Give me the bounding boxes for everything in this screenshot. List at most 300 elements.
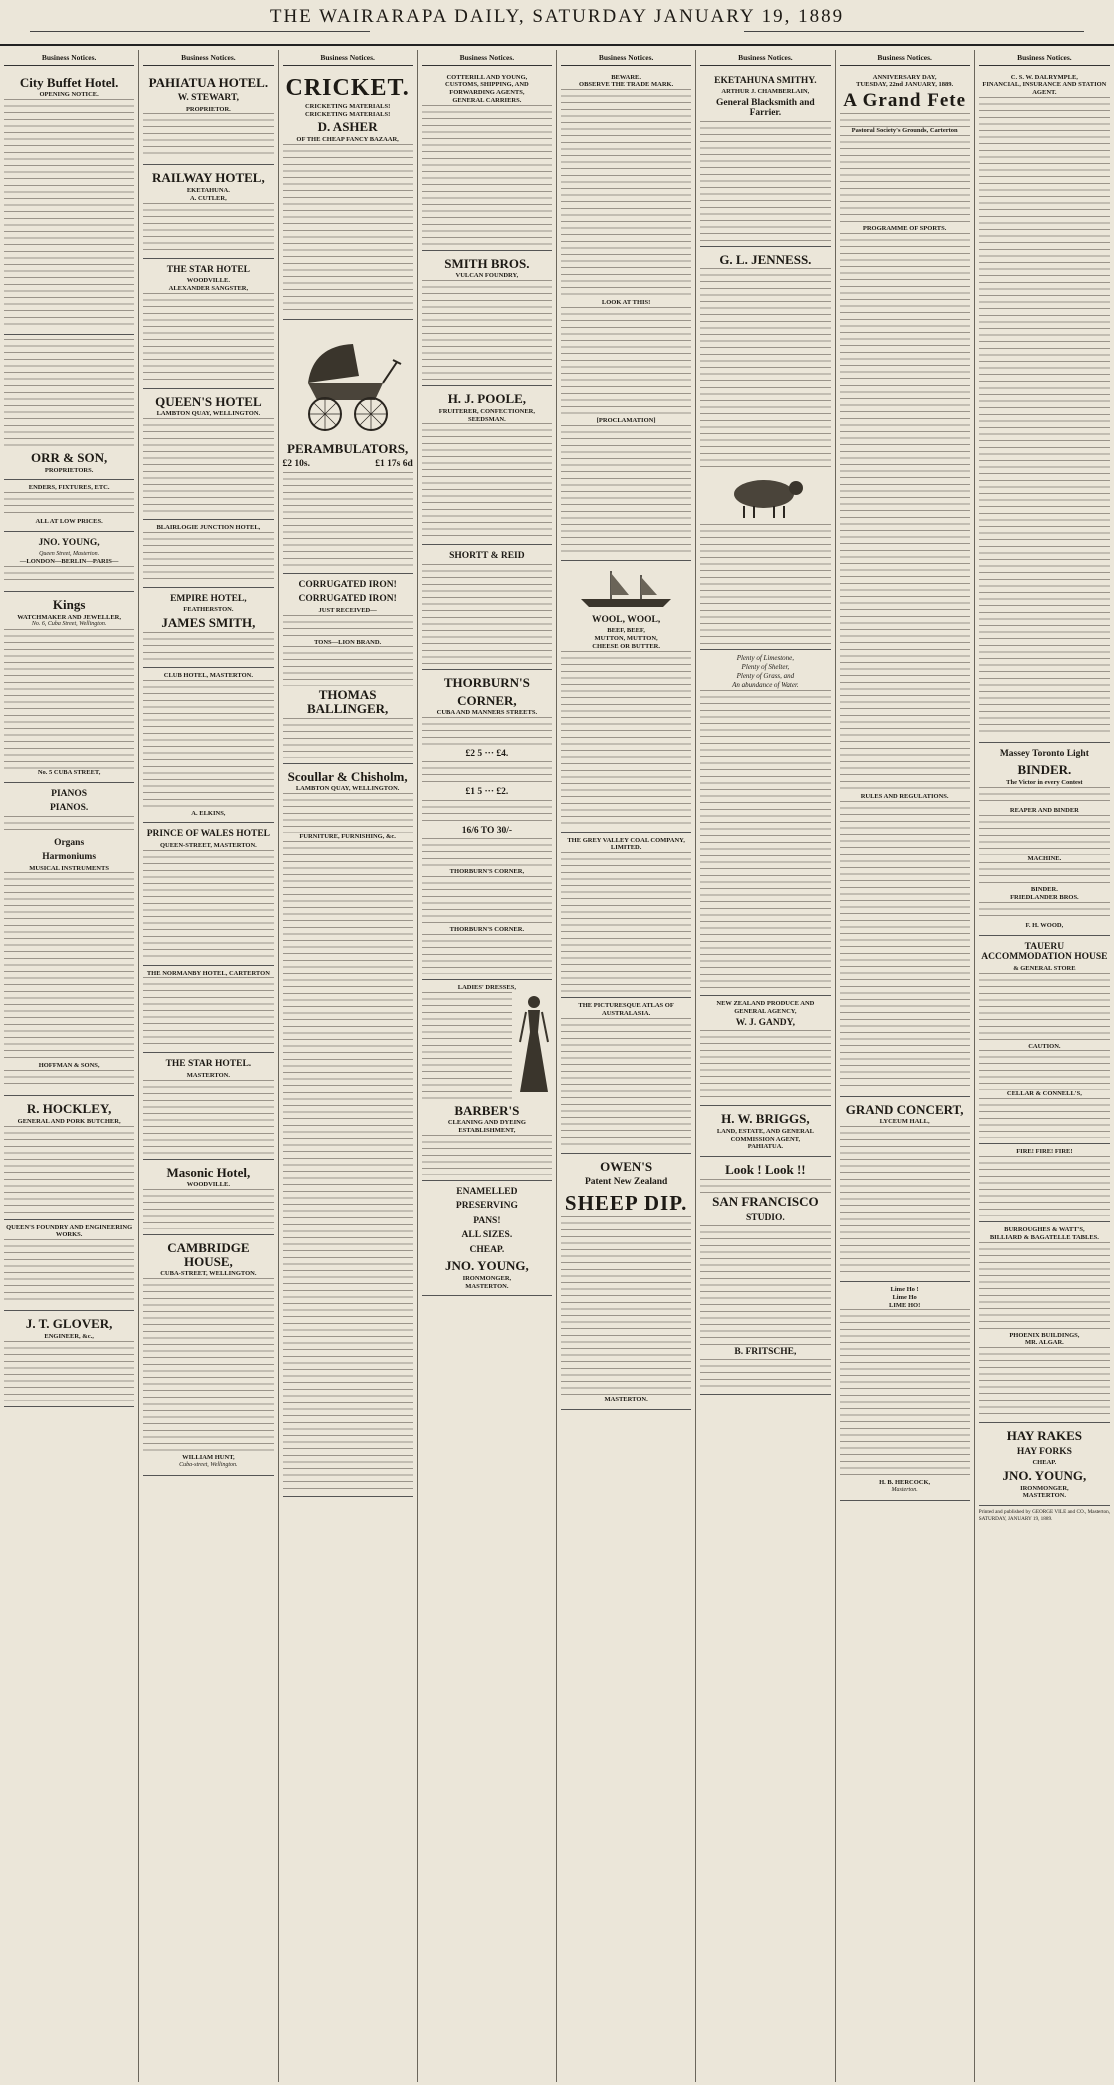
ad-place: WOODVILLE. [186,277,230,285]
column-5 [557,50,696,2082]
ad-subtitle: MUTTON, MUTTON, [594,635,658,643]
body-text-block [4,1341,134,1401]
price-line: £2 5 ··· £4. [465,748,509,759]
body-text-block [422,876,552,926]
ad-title: FIRE! FIRE! FIRE! [1016,1148,1073,1156]
ad-title: THORBURN'S [443,674,530,690]
ad-subtitle: CAUTION. [1028,1042,1061,1050]
ad-subtitle: PROPRIETORS. [44,466,94,474]
ad-headline: SHEEP DIP. [564,1190,688,1215]
ad-title: BINDER. [1017,762,1072,778]
ad-kings [4,592,134,783]
ad-title: THE STAR HOTEL. [165,1059,252,1070]
column-header: Business Notices. [561,50,691,66]
ad-subtitle: ENGINEER, &c., [44,1332,94,1340]
ad-title: THE STAR HOTEL [166,264,250,275]
body-text-block [700,690,830,990]
ad-title: BURROUGHES & WATT'S, [1004,1225,1085,1233]
ad-address: No. 6, Cuba Street, Wellington. [31,621,107,628]
ad-star-hotel-masterton [143,1053,273,1159]
ad-subtitle: Patent New Zealand [584,1177,668,1188]
masthead-title: THE WAIRARAPA DAILY, SATURDAY JANUARY 19, 1889 [269,6,845,27]
body-text-block [840,801,970,1091]
ad-eketahuna-smithy [700,70,830,247]
column-header: Business Notices. [283,50,413,66]
body-text-block [840,113,970,127]
ad-subtitle: IRONMONGER, [1020,1484,1069,1492]
ad-jenness [700,247,830,651]
ad-subtitle: ALL AT LOW PRICES. [35,518,103,526]
ad-title: R. HOCKLEY, [26,1101,112,1117]
body-text-block [143,532,273,582]
ad-subtitle: PHOENIX BUILDINGS, [1009,1331,1080,1339]
body-text-block [283,472,413,568]
body-text-block [283,793,413,833]
ad-address: Cuba-street, Wellington. [179,1462,238,1469]
ad-proprietor: W. STEWART, [177,93,239,104]
ad-proprietor: JNO. YOUNG, [445,1258,529,1274]
ad-headline: A Grand Fete [843,90,967,112]
price-1: £2 10s. [282,459,310,470]
body-text-block [4,492,134,518]
ad-title: CAMBRIDGE HOUSE, [167,1240,250,1269]
body-text-block [143,850,273,960]
ad-subtitle: PROGRAMME OF SPORTS. [862,224,947,232]
ad-corrugated-iron [283,574,413,764]
ad-title: SMITH BROS. [444,255,530,271]
ad-title: ENAMELLED [456,1186,518,1197]
ad-place: LAMBTON QUAY, WELLINGTON. [156,410,261,418]
column-header: Business Notices. [700,50,830,66]
ad-subtitle: F. H. WOOD, [1025,922,1064,930]
body-text-block [979,787,1110,807]
ad-line: Plenty of Grass, and [736,672,795,681]
ad-lime [840,1282,970,1501]
ad-subtitle: FURNITURE, FURNISHING, &c. [299,833,396,841]
ad-title: CORRUGATED IRON! [298,594,397,605]
price-row [283,457,413,471]
ad-subtitle: GENERAL CARRIERS. [452,96,522,104]
sheep-illustration [720,472,810,520]
body-text-block [979,1242,1110,1332]
ad-cotterill [422,70,552,251]
ad-grand-concert [840,1097,970,1282]
ad-tenders [4,480,134,532]
ad-place: LAMBTON QUAY, WELLINGTON. [295,785,400,793]
ad-subtitle: MUSICAL INSTRUMENTS [29,864,109,872]
ad-title: JNO. YOUNG, [38,538,100,549]
body-text-block [979,902,1110,922]
ad-scoullar [283,764,413,1497]
masthead [0,0,1114,46]
ad-subtitle: RULES AND REGULATIONS. [860,792,949,800]
body-text-block [143,293,273,383]
ad-subtitle: FRIEDLANDER BROS. [1010,894,1079,902]
body-text-block [561,1216,691,1396]
body-text-block [143,1278,273,1454]
ad-title: RAILWAY HOTEL, [152,170,265,186]
ad-subtitle: IRONMONGER, [462,1274,512,1282]
ad-subtitle: OPENING NOTICE. [39,91,99,99]
column-4 [418,50,557,2082]
ad-title: BLAIRLOGIE JUNCTION HOTEL, [156,524,261,532]
ad-title: CORRUGATED IRON! [298,579,397,590]
body-text-block [979,1347,1110,1417]
ad-title: THE PICTURESQUE ATLAS OF AUSTRALASIA. [578,1002,674,1017]
ad-title: Look ! Look !! [725,1162,806,1178]
ad-proprietor: A. CUTLER, [190,194,227,202]
ad-perambulators [283,320,413,574]
body-text-block [283,144,413,314]
column-3 [279,50,418,2082]
ad-smith-bros [422,251,552,386]
ad-title: PIANOS. [49,803,89,814]
ad-proprietor: A. ELKINS, [191,809,226,817]
body-text-block [422,934,552,974]
ad-title: NEW ZEALAND PRODUCE AND GENERAL AGENCY, [716,1000,815,1015]
body-text-block [840,233,970,793]
ad-normanby [143,966,273,1054]
ad-subtitle: VULCAN FOUNDRY, [455,272,519,280]
body-text-block [4,566,134,586]
ad-subtitle: REAPER AND BINDER [1009,806,1079,814]
ad-title: ALL SIZES. [461,1230,513,1241]
ad-subtitle: GENERAL AND PORK BUTCHER, [17,1117,121,1125]
ad-subtitle: General Blacksmith and Farrier. [716,97,815,119]
ad-subtitle: Pastoral Society's Grounds, Carterton [851,127,958,135]
ad-young-col1 [4,532,134,592]
ad-fire [979,1144,1110,1222]
ad-line: An abundance of Water. [732,681,799,690]
ad-title: LADIES' DRESSES, [457,983,516,991]
masthead-rule-left [30,31,370,32]
ad-subtitle: WATCHMAKER AND JEWELLER, [17,613,121,621]
ad-subtitle: FINANCIAL, INSURANCE AND STATION AGENT. [982,81,1107,97]
ad-title: Organs [54,837,85,848]
ad-cambridge-house [143,1235,273,1476]
column-header: Business Notices. [422,50,552,66]
body-text-block [4,1239,134,1305]
price-line: 16/6 TO 30/- [461,825,513,836]
ad-subtitle: LOOK AT THIS! [601,299,651,307]
ad-title: QUEEN'S HOTEL [155,393,262,409]
body-text-block [143,977,273,1047]
body-text-block [4,1070,134,1090]
ad-title: OWEN'S [600,1158,653,1174]
ad-proprietor: D. ASHER [317,119,378,135]
ad-subtitle: HAY FORKS [1016,1446,1072,1457]
ad-title: THORBURN'S CORNER, [449,868,525,876]
column-header: Business Notices. [840,50,970,66]
ad-ladies-dresses [422,980,552,1181]
column-header: Business Notices. [4,50,134,66]
body-text-block [422,280,552,380]
ad-title: PRINCE OF WALES HOTEL [146,829,270,840]
ad-city-buffet [4,70,134,335]
body-text-block [4,1126,134,1214]
ad-proprietor: MR. ALGAR. [1024,1339,1064,1347]
ad-proprietor: H. B. HERCOCK, [879,1479,931,1487]
ad-title: J. T. GLOVER, [25,1316,113,1332]
body-text-block [4,339,134,449]
ad-subtitle: CRICKETING MATERIALS! [304,110,391,118]
ad-club-hotel [143,668,273,824]
body-text-block [422,717,552,747]
ad-title: HAY RAKES [1006,1428,1082,1444]
ad-proprietor: JNO. YOUNG, [1002,1467,1087,1483]
ad-place: EKETAHUNA. [186,187,230,195]
body-text-block [561,425,691,555]
ad-owens-sheep-dip [561,1154,691,1410]
ad-empire-hotel [143,588,273,668]
body-text-block [840,1126,970,1276]
body-text-block [422,423,552,539]
column-6 [696,50,835,2082]
body-text-block [143,1189,273,1229]
ad-subtitle: LAND, ESTATE, AND GENERAL COMMISSION AGENT, [716,1127,814,1143]
dress-ad-body [422,992,552,1102]
ad-title: Lime Ho ! [890,1285,919,1293]
ad-glover [4,1311,134,1406]
ad-poole [422,386,552,545]
column-2 [139,50,278,2082]
ad-title: CLUB HOTEL, MASTERTON. [163,671,253,679]
body-text-block [979,862,1110,886]
body-text-block [422,105,552,245]
dress-figure-illustration [516,992,552,1102]
column-7 [836,50,975,2082]
body-text-block [979,97,1110,737]
ad-title: GRAND CONCERT, [845,1101,964,1117]
body-text-block [422,992,512,1102]
ad-title: WOOL, WOOL, [592,614,661,625]
body-text-block [422,838,552,868]
body-text-block [979,1098,1110,1138]
ad-masonic-hotel [143,1160,273,1235]
ad-blairlogie [143,520,273,588]
body-text-block [700,1030,830,1100]
ad-dalrymple [979,70,1110,743]
ad-title: City Buffet Hotel. [19,74,119,90]
ad-hockley [4,1096,134,1219]
ad-subtitle: CRICKETING MATERIALS! [304,102,391,110]
ad-line: Plenty of Limestone, [736,654,795,663]
body-text-block [700,1179,830,1193]
ad-place: FEATHERSTON. [183,606,234,614]
ad-orr-son [4,335,134,480]
body-text-block [143,113,273,159]
ad-title: C. S. W. DALRYMPLE, [1010,73,1078,81]
body-text-block [561,89,691,299]
ad-proprietor: W. J. GANDY, [735,1017,795,1028]
ad-title: THE GREY VALLEY COAL COMPANY, LIMITED. [567,836,685,852]
ad-title: TAUERU ACCOMMODATION HOUSE [981,941,1108,963]
ad-briggs [700,1106,830,1157]
ad-subtitle: SEEDSMAN. [468,415,506,423]
ad-picturesque-atlas [561,998,691,1154]
ad-place: QUEEN-STREET, MASTERTON. [159,841,257,849]
body-text-block [143,680,273,810]
ad-prince-of-wales [143,823,273,965]
ad-address: No. 5 CUBA STREET, [37,769,101,777]
body-text-block [422,761,552,785]
ad-line: Plenty of Shelter, [741,663,790,672]
ad-title: H. J. POOLE, [447,391,527,407]
ad-san-francisco-studio [700,1157,830,1395]
ad-preserving-pans [422,1181,552,1296]
ad-tagline: —LONDON—BERLIN—PARIS— [19,558,119,566]
ad-subtitle: CUSTOMS, SHIPPING, AND FORWARDING AGENTS, [445,81,529,97]
body-text-block [143,632,273,662]
printers-imprint: Printed and published by GEORGE VILE and CO., Masterton, SATURDAY, JANUARY 19, 1889. [978,1509,1110,1522]
ad-subtitle: LYCEUM HALL, [879,1118,930,1126]
ad-title: PIANOS [51,788,88,799]
ad-pahiatua-hotel [143,70,273,166]
ad-subtitle: [PROCLAMATION] [596,416,656,424]
body-text-block [4,629,134,769]
ad-title: CORNER, [457,692,517,708]
body-text-block [283,646,413,686]
ad-anniversary-fete [840,70,970,1097]
ad-place: WOODVILLE. [186,1181,230,1189]
body-text-block [143,418,273,514]
ad-title: Scoullar & Chisholm, [287,768,408,784]
body-text-block [561,651,691,827]
ad-subtitle: JUST RECEIVED— [318,606,377,614]
ad-title: PRESERVING [455,1201,518,1212]
ad-nz-produce [700,996,830,1106]
ad-subtitle: CLEANING AND DYEING ESTABLISHMENT, [447,1119,526,1135]
body-text-block [422,1135,552,1175]
body-text-block [422,564,552,664]
ad-burroughes-watts [979,1222,1110,1423]
ad-title: THE NORMANBY HOTEL, CARTERTON [146,969,270,977]
ship-illustration [571,569,681,609]
ad-proprietor: ARTHUR J. CHAMBERLAIN, [721,88,810,96]
ad-title: PAHIATUA HOTEL. [148,74,269,90]
ad-title: PANS! [473,1215,501,1226]
ad-subtitle: OF THE CHEAP FANCY BAZAAR, [296,136,399,144]
ad-place: CUBA-STREET, WELLINGTON. [160,1270,257,1278]
ad-title: ENDERS, FIXTURES, ETC. [28,484,110,492]
ad-title: Lime Ho [892,1293,917,1301]
body-text-block [143,1080,273,1154]
body-text-block [4,872,134,1062]
ad-subtitle: CUBA AND MANNERS STREETS. [436,709,538,717]
ad-queens-foundry [4,1220,134,1312]
ad-subtitle: BINDER. [1030,886,1058,894]
ad-thorburns-corner [422,670,552,980]
body-text-block [700,1359,830,1389]
ad-proprietor: JAMES SMITH, [161,615,256,631]
ad-title: CRICKET. [285,74,410,101]
body-text-block [283,615,413,639]
column-8 [975,50,1114,2082]
ad-star-hotel-woodville [143,259,273,389]
body-text-block [979,1156,1110,1216]
ad-queens-hotel [143,389,273,520]
ad-place: MASTERTON. [604,1395,648,1403]
body-text-block [700,1225,830,1345]
columns [0,50,1114,2082]
body-text-block [561,852,691,992]
ad-proprietor: B. FRITSCHE, [734,1346,797,1357]
body-text-block [700,268,830,468]
body-text-block [143,203,273,253]
ad-subtitle: OBSERVE THE TRADE MARK. [579,81,674,89]
body-text-block [283,841,413,1491]
ad-massey-binder [979,743,1110,936]
body-text-block [4,816,134,836]
ad-beware [561,70,691,561]
ad-title: Masonic Hotel, [166,1164,251,1180]
ad-proprietor: WILLIAM HUNT, [182,1454,235,1462]
ad-title: Harmoniums [42,852,97,863]
ad-title: ANNIVERSARY DAY, [872,73,937,81]
ad-subtitle: CHEESE OR BUTTER. [592,642,660,650]
ad-title: THORBURN'S CORNER. [449,926,525,934]
ad-title: H. W. BRIGGS, [721,1111,810,1127]
ad-subtitle: STUDIO. [745,1212,785,1223]
column-header: Business Notices. [979,50,1110,66]
ad-title: Kings [52,596,86,612]
ad-subtitle: TONS—LION BRAND. [314,638,382,646]
ad-title: EKETAHUNA SMITHY. [714,75,817,86]
ad-title: G. L. JENNESS. [719,251,812,267]
ad-title: BARBER'S [454,1102,520,1118]
ad-subtitle: & GENERAL STORE [1013,964,1076,972]
price-line: £1 5 ··· £2. [465,787,509,798]
ad-title: EMPIRE HOTEL, [170,593,247,604]
body-text-block [979,1050,1110,1090]
ad-subtitle: BEEF, BEEF, [607,627,645,635]
ad-cricket [283,70,413,320]
perambulator-illustration [293,328,403,436]
ad-plenty [700,650,830,996]
ad-wool [561,561,691,833]
body-text-block [979,815,1110,855]
ad-proprietor: ALEXANDER SANGSTER, [168,284,249,292]
ad-title: PERAMBULATORS, [287,440,409,456]
ad-subtitle: PROPRIETOR. [185,105,231,113]
ad-title: CHEAP. [469,1244,505,1255]
ad-hay-rakes [979,1423,1110,1506]
body-text-block [283,718,413,758]
body-text-block [561,307,691,417]
ad-place: MASTERTON. [1022,1492,1066,1500]
body-text-block [561,1018,691,1148]
ad-title: SHORTT & REID [449,551,525,562]
ad-subtitle: The Victor in every Contest [1006,779,1083,787]
price-2: £1 17s 6d [375,459,413,470]
ad-shortt-reid [422,545,552,669]
ad-place: PAHIATUA. [747,1143,784,1151]
ad-subtitle: MACHINE. [1027,854,1062,862]
column-1 [0,50,139,2082]
body-text-block [979,973,1110,1043]
ad-place: MASTERTON. [186,1071,230,1079]
ad-title: SAN FRANCISCO [712,1193,819,1209]
ad-title: QUEEN'S FOUNDRY AND ENGINEERING WORKS. [6,1223,133,1239]
masthead-rule-right [744,31,1084,32]
body-text-block [4,99,134,329]
ad-address: Queen Street, Masterton. [39,550,100,557]
ad-grey-valley-coal [561,833,691,999]
ad-subtitle: CHEAP. [1032,1459,1057,1467]
body-text-block [700,524,830,644]
ad-title: LIME HO! [889,1301,921,1309]
ad-subtitle: HOFFMAN & SONS, [38,1062,100,1070]
